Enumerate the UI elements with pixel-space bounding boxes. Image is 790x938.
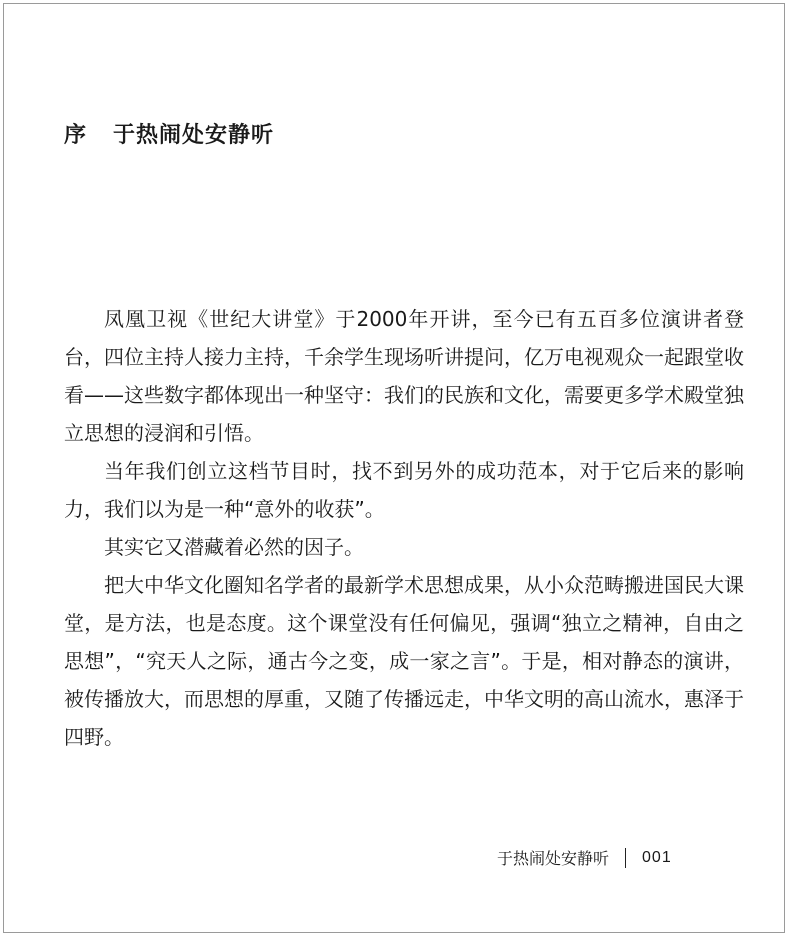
paragraph: 把大中华文化圈知名学者的最新学术思想成果，从小众范畴搬进国民大课堂，是方法，也是态度。这个课堂没有任何偏见，强调“独立之精神，自由之思想”，“究天人之际，通古今之变，成一家之言”。于是，相对静态的演讲，被传播放大，而思想的厚重，又随了传播远走，中华文明的高山流水，惠泽于四野。 [64, 573, 744, 749]
running-footer [497, 846, 672, 869]
paragraph: 凤凰卫视《世纪大讲堂》于2000年开讲，至今已有五百多位演讲者登台，四位主持人接力主持，千余学生现场听讲提问，亿万电视观众一起跟堂收看——这些数字都体现出一种坚守：我们的民族和文化，需要更多学术殿堂独立思想的浸润和引悟。 [64, 307, 744, 445]
body-text [64, 300, 744, 756]
chapter-label: 序 [64, 123, 88, 148]
footer-divider [625, 848, 626, 868]
paragraph: 当年我们创立这档节目时，找不到另外的成功范本，对于它后来的影响力，我们以为是一种“意外的收获”。 [64, 459, 744, 521]
chapter-heading [64, 118, 274, 149]
chapter-title: 于热闹处安静听 [113, 123, 275, 148]
footer-running-title: 于热闹处安静听 [497, 849, 610, 868]
paragraph: 其实它又潜藏着必然的因子。 [104, 535, 364, 559]
page-number: 001 [642, 848, 672, 866]
